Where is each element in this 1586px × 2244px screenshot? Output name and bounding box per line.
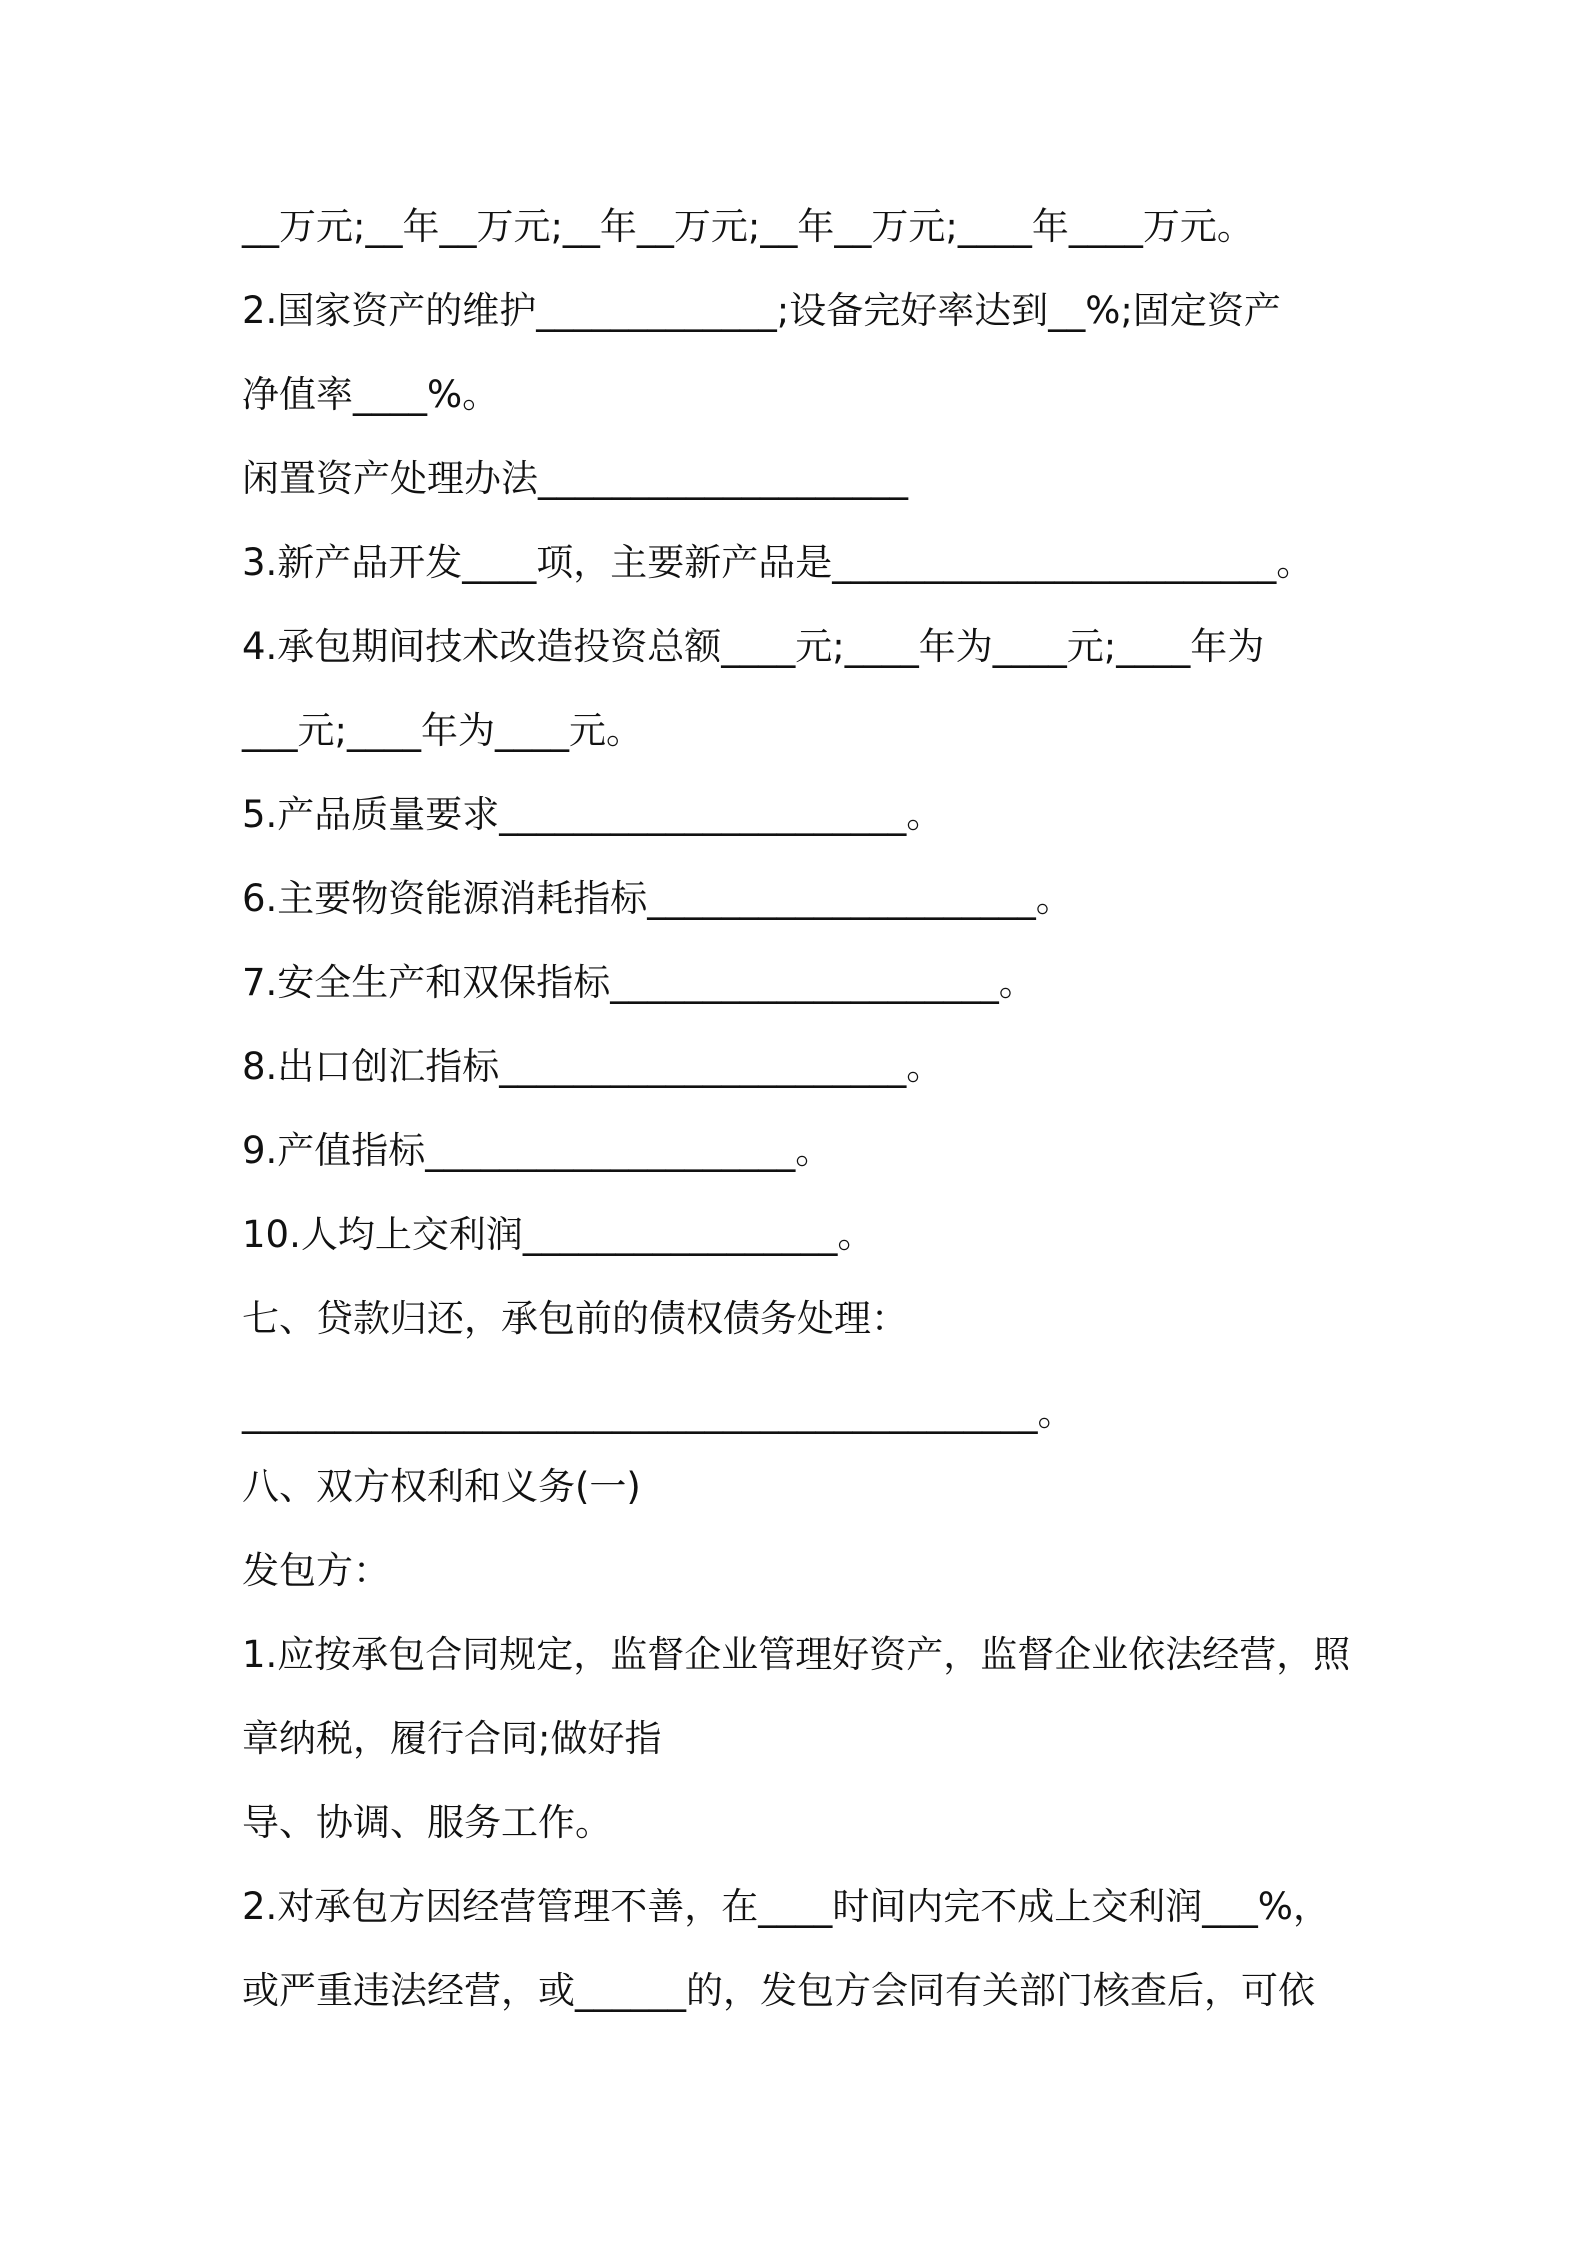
text-line: 4.承包期间技术改造投资总额____元;____年为____元;____年为 bbox=[242, 625, 1265, 668]
text-line: ___________________________________________。 bbox=[242, 1391, 1075, 1434]
text-line: 9.产值指标____________________。 bbox=[242, 1129, 833, 1172]
text-line: 章纳税，履行合同;做好指 bbox=[242, 1717, 662, 1760]
text-line: ___元;____年为____元。 bbox=[242, 709, 643, 752]
text-line: 闲置资产处理办法____________________ bbox=[242, 457, 908, 500]
text-line: 8.出口创汇指标______________________。 bbox=[242, 1045, 944, 1088]
text-line: 1.应按承包合同规定，监督企业管理好资产，监督企业依法经营，照 bbox=[242, 1633, 1351, 1676]
text-line: __万元;__年__万元;__年__万元;__年__万元;____年____万元。 bbox=[242, 205, 1254, 248]
text-line: 2.国家资产的维护_____________;设备完好率达到__%;固定资产 bbox=[242, 289, 1281, 332]
text-line: 6.主要物资能源消耗指标_____________________。 bbox=[242, 877, 1073, 920]
text-line: 导、协调、服务工作。 bbox=[242, 1801, 612, 1844]
text-line: 或严重违法经营，或______的，发包方会同有关部门核查后，可依 bbox=[242, 1969, 1315, 2012]
text-line: 3.新产品开发____项，主要新产品是________________________。 bbox=[242, 541, 1314, 584]
text-line: 10.人均上交利润_________________。 bbox=[242, 1213, 875, 1256]
text-line: 7.安全生产和双保指标_____________________。 bbox=[242, 961, 1036, 1004]
section-heading: 八、双方权利和义务(一) bbox=[242, 1465, 641, 1508]
text-line: 5.产品质量要求______________________。 bbox=[242, 793, 944, 836]
section-heading: 七、贷款归还，承包前的债权债务处理： bbox=[242, 1297, 908, 1340]
text-line: 2.对承包方因经营管理不善，在____时间内完不成上交利润___%， bbox=[242, 1885, 1330, 1928]
text-line: 净值率____%。 bbox=[242, 373, 500, 416]
text-line: 发包方： bbox=[242, 1549, 390, 1592]
